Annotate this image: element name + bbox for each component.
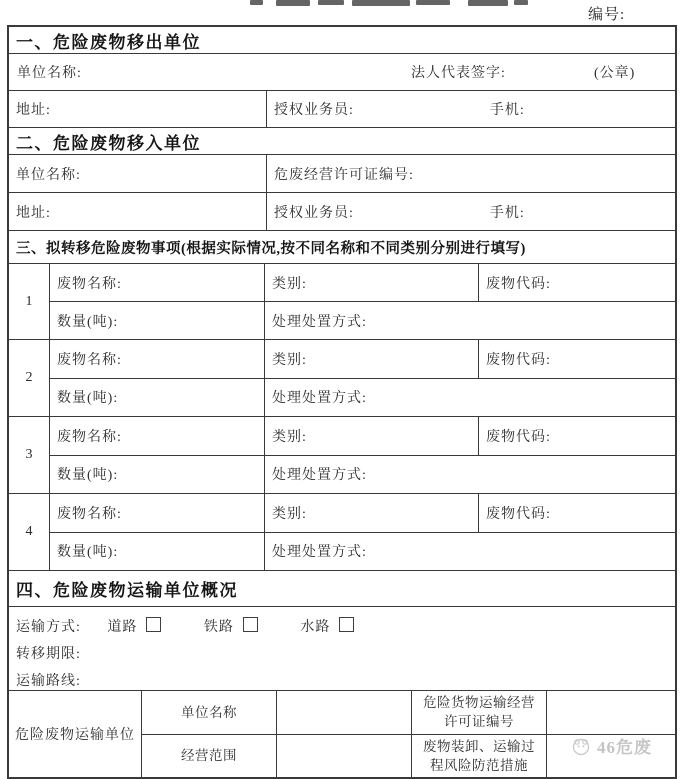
waste-name-cell: [50, 494, 264, 532]
waste-item-row: [9, 263, 675, 339]
transfer-period-label: 转移期限:: [16, 647, 81, 662]
disposal-label: 处理处置方式:: [272, 314, 367, 330]
license-label: 危废经营许可证编号:: [274, 167, 414, 183]
section2-address-row: [9, 192, 675, 230]
waste-name-label: 废物名称:: [57, 506, 122, 522]
waste-item-row: [9, 493, 675, 570]
section1-header: [9, 27, 675, 53]
waste-item-row: [9, 339, 675, 416]
transporter-label: 危险废物运输单位: [15, 728, 135, 743]
transport-info-row: [9, 606, 675, 690]
business-scope-header-cell: [142, 735, 276, 778]
address-cell: [9, 193, 266, 230]
transport-mode-label: 运输方式:: [16, 620, 81, 635]
section4-title: 四、危险废物运输单位概况: [16, 581, 238, 600]
quantity-cell: [50, 302, 264, 339]
road-checkbox[interactable]: [146, 617, 161, 632]
category-label: 类别:: [272, 506, 307, 522]
quantity-cell: [50, 533, 264, 571]
waste-code-cell: [478, 417, 675, 455]
transport-license-header: 危险货物运输经营许可证编号: [423, 695, 535, 730]
category-cell: [264, 494, 478, 532]
category-label: 类别:: [272, 276, 307, 292]
disposal-cell: [264, 456, 675, 494]
agent-cell: [266, 91, 675, 127]
section3-title: 三、拟转移危险废物事项(根据实际情况,按不同名称和不同类别分别进行填写): [16, 240, 526, 257]
section3-header: [9, 230, 675, 263]
unit-name-label: 单位名称:: [17, 66, 82, 81]
section1-title: 一、危险废物移出单位: [16, 32, 201, 52]
quantity-label: 数量(吨):: [57, 468, 119, 484]
category-cell: [264, 340, 478, 378]
risk-measures-header-cell: [411, 735, 546, 778]
section1-address-row: [9, 90, 675, 127]
item-number: 2: [25, 370, 33, 385]
route-label: 运输路线:: [16, 674, 81, 689]
category-cell: [264, 264, 478, 301]
seal-label: (公章): [594, 66, 636, 81]
quantity-cell: [50, 379, 264, 417]
mobile-label: 手机:: [489, 205, 525, 221]
waste-code-label: 废物代码:: [486, 276, 551, 292]
agent-cell: [266, 193, 675, 230]
form-table: [7, 25, 677, 779]
category-cell: [264, 417, 478, 455]
waste-item-row: [9, 416, 675, 493]
section1-unit-row: [9, 53, 675, 90]
waste-code-label: 废物代码:: [486, 429, 551, 445]
disposal-label: 处理处置方式:: [272, 545, 367, 561]
address-label: 地址:: [16, 205, 51, 221]
quantity-label: 数量(吨):: [57, 314, 119, 330]
watermark: [570, 733, 652, 758]
water-checkbox[interactable]: [339, 617, 354, 632]
serial-number-label: 编号:: [588, 7, 626, 23]
watermark-logo-icon: [570, 735, 592, 757]
waste-name-cell: [50, 417, 264, 455]
mode-road-label: 道路: [107, 620, 138, 635]
unit-name-label: 单位名称:: [16, 167, 81, 183]
item-number: 3: [25, 447, 33, 462]
unit-name-value-cell: [276, 691, 411, 734]
waste-code-cell: [478, 494, 675, 532]
waste-code-cell: [478, 264, 675, 301]
transporter-label-cell: [9, 691, 141, 777]
waste-code-label: 废物代码:: [486, 352, 551, 368]
transport-license-value-cell: [546, 691, 675, 734]
agent-label: 授权业务员:: [274, 103, 354, 118]
risk-measures-header: 废物装卸、运输过程风险防范措施: [423, 738, 535, 773]
waste-name-cell: [50, 340, 264, 378]
category-label: 类别:: [272, 429, 307, 445]
unit-name-cell: [9, 155, 266, 192]
transport-mode-line: [16, 614, 675, 641]
waste-code-cell: [478, 340, 675, 378]
item-number: 1: [25, 293, 33, 309]
waste-name-label: 废物名称:: [57, 276, 122, 292]
legal-rep-label: 法人代表签字:: [411, 66, 506, 81]
waste-code-label: 废物代码:: [486, 506, 551, 522]
unit-name-header-cell: [142, 691, 276, 734]
section2-title: 二、危险废物移入单位: [16, 133, 201, 153]
disposal-cell: [264, 302, 675, 339]
quantity-label: 数量(吨):: [57, 545, 119, 561]
transport-license-header-cell: [411, 691, 546, 734]
section4-header: [9, 570, 675, 606]
disposal-label: 处理处置方式:: [272, 468, 367, 484]
business-scope-value-cell: [276, 735, 411, 778]
waste-name-label: 废物名称:: [57, 352, 122, 368]
mobile-label: 手机:: [489, 103, 525, 118]
waste-name-cell: [50, 264, 264, 301]
quantity-label: 数量(吨):: [57, 391, 119, 407]
watermark-text: 46危废: [597, 738, 652, 757]
address-label: 地址:: [16, 103, 51, 118]
unit-name-header: 单位名称: [181, 704, 237, 720]
item-number: 4: [25, 524, 33, 539]
address-cell: [9, 91, 266, 127]
disposal-label: 处理处置方式:: [272, 391, 367, 407]
disposal-cell: [264, 379, 675, 417]
section2-header: [9, 127, 675, 154]
quantity-cell: [50, 456, 264, 494]
category-label: 类别:: [272, 352, 307, 368]
disposal-cell: [264, 533, 675, 571]
mode-rail-label: 铁路: [203, 620, 234, 635]
section2-unit-row: [9, 154, 675, 192]
waste-name-label: 废物名称:: [57, 429, 122, 445]
mode-water-label: 水路: [300, 620, 331, 635]
license-cell: [266, 155, 675, 192]
business-scope-header: 经营范围: [181, 748, 237, 764]
rail-checkbox[interactable]: [243, 617, 258, 632]
agent-label: 授权业务员:: [274, 205, 354, 221]
